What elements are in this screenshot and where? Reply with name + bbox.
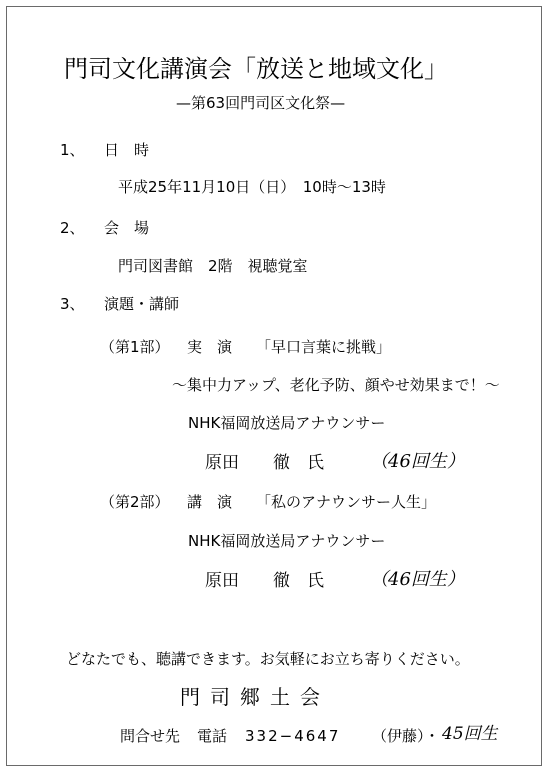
part1-tagline: ～集中力アップ、老化予防、顔やせ効果まで！～	[172, 376, 500, 394]
part1-kind: 実 演	[187, 338, 233, 356]
section-2-label: 会 場	[104, 219, 150, 237]
part2-topic: 「私のアナウンサー人生」	[256, 493, 437, 511]
part1-speaker: 原田 徹 氏	[205, 453, 324, 473]
part1-affiliation: NHK福岡放送局アナウンサー	[188, 414, 386, 432]
section-2-number: 2、	[60, 219, 85, 237]
notice-text: どなたでも、聴講できます。お気軽にお立ち寄りください。	[66, 650, 470, 668]
event-datetime: 平成25年11月10日（日） 10時～13時	[118, 178, 386, 196]
page-title: 門司文化講演会「放送と地域文化」	[64, 55, 448, 83]
organizer-name: 門司郷土会	[180, 685, 330, 709]
contact-label: 問合せ先	[120, 727, 181, 745]
section-3-number: 3、	[60, 295, 85, 313]
contact-phone-label: 電話	[197, 727, 228, 745]
part1-heading: （第1部）	[100, 338, 170, 356]
section-1-number: 1、	[60, 141, 85, 159]
event-venue: 門司図書館 2階 視聴覚室	[118, 257, 308, 275]
part2-heading: （第2部）	[100, 493, 170, 511]
contact-class-year-handwritten: 45回生	[442, 724, 498, 744]
contact-phone-number: 332−4647	[245, 727, 341, 745]
section-1-label: 日 時	[104, 141, 150, 159]
contact-person: （伊藤）・	[372, 727, 440, 745]
page-subtitle: —第63回門司区文化祭—	[176, 94, 346, 112]
part1-topic: 「早口言葉に挑戦」	[256, 338, 392, 356]
part2-speaker: 原田 徹 氏	[205, 571, 324, 591]
part1-class-year-handwritten: （46回生）	[370, 451, 465, 472]
part2-class-year-handwritten: （46回生）	[370, 569, 465, 590]
section-3-label: 演題・講師	[104, 295, 180, 313]
part2-kind: 講 演	[187, 493, 233, 511]
part2-affiliation: NHK福岡放送局アナウンサー	[188, 532, 386, 550]
